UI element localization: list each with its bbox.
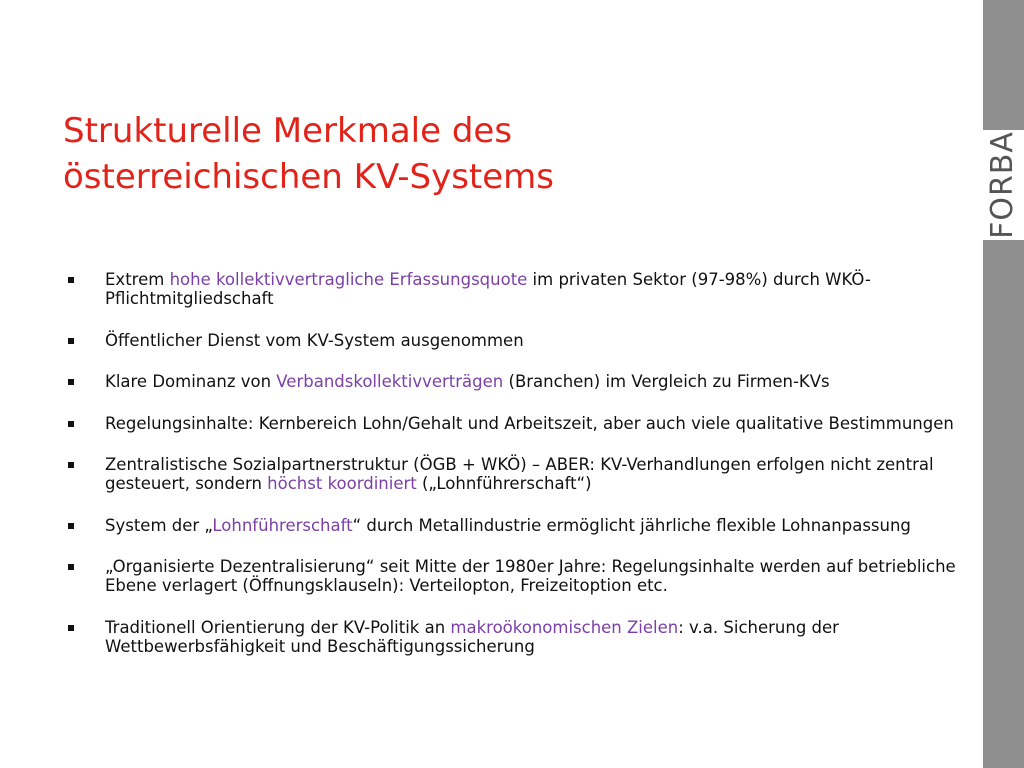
square-bullet-icon — [68, 523, 74, 529]
bullet-text: “ durch Metallindustrie ermöglicht jährliche flexible Lohnanpassung — [352, 515, 911, 535]
side-bar — [983, 0, 1024, 768]
bullet-text: im privaten Sektor (97-98%) durch WKÖ-Pflichtmitgliedschaft — [105, 270, 871, 308]
bullet-item-5 — [68, 455, 968, 493]
bullet-highlight: makroökonomischen Zielen — [450, 617, 679, 637]
bullet-text: („Lohnführerschaft“) — [416, 474, 592, 493]
bullet-text: „Organisierte Dezentralisierung“ seit Mitte der 1980er Jahre: Regelungsinhalte werden auf betriebliche Ebene verlagert (Öffnungsklauseln): Verteilopton, Freizeitoption etc. — [105, 557, 956, 595]
square-bullet-icon — [68, 421, 74, 427]
bullet-text: System der „ — [105, 515, 213, 535]
bullet-highlight: höchst koordiniert — [267, 474, 417, 493]
bullet-item-7 — [68, 557, 968, 595]
bullet-text: Öffentlicher Dienst vom KV-System ausgenommen — [105, 330, 524, 350]
bullet-text: Klare Dominanz von — [105, 372, 277, 391]
square-bullet-icon — [68, 625, 74, 631]
bullet-list — [68, 270, 968, 678]
bullet-text: (Branchen) im Vergleich zu Firmen-KVs — [503, 372, 830, 391]
bullet-item-3 — [68, 372, 968, 391]
bullet-highlight: Verbandskollektivverträgen — [276, 372, 504, 391]
bullet-highlight: Lohnführerschaft — [212, 515, 353, 535]
bullet-text: : v.a. Sicherung der Wettbewerbsfähigkeit und Beschäftigungssicherung — [105, 617, 839, 656]
bullet-item-1 — [68, 270, 968, 308]
square-bullet-icon — [68, 462, 74, 468]
bullet-item-2 — [68, 331, 968, 350]
bullet-highlight: hohe kollektivvertragliche Erfassungsquote — [169, 270, 528, 289]
square-bullet-icon — [68, 338, 74, 344]
bullet-text: Regelungsinhalte: Kernbereich Lohn/Gehalt und Arbeitszeit, aber auch viele qualitative Bestimmungen — [105, 413, 954, 433]
square-bullet-icon — [68, 564, 74, 570]
slide-title-line-2: österreichischen KV-Systems — [63, 157, 554, 197]
bullet-text: Extrem — [105, 270, 170, 289]
slide-title-line-1: Strukturelle Merkmale des — [63, 111, 513, 151]
forba-logo: FORBA — [985, 131, 1020, 239]
bullet-item-8 — [68, 618, 968, 656]
bullet-item-4 — [68, 414, 968, 433]
slide-title — [63, 108, 923, 200]
bullet-text: Traditionell Orientierung der KV-Politik an — [105, 617, 451, 637]
bullet-item-6 — [68, 516, 968, 535]
square-bullet-icon — [68, 277, 74, 283]
bullet-text: Zentralistische Sozialpartnerstruktur (ÖGB + WKÖ) – ABER: KV-Verhandlungen erfolgen nicht zentral gesteuert, sondern — [105, 455, 934, 493]
square-bullet-icon — [68, 379, 74, 385]
